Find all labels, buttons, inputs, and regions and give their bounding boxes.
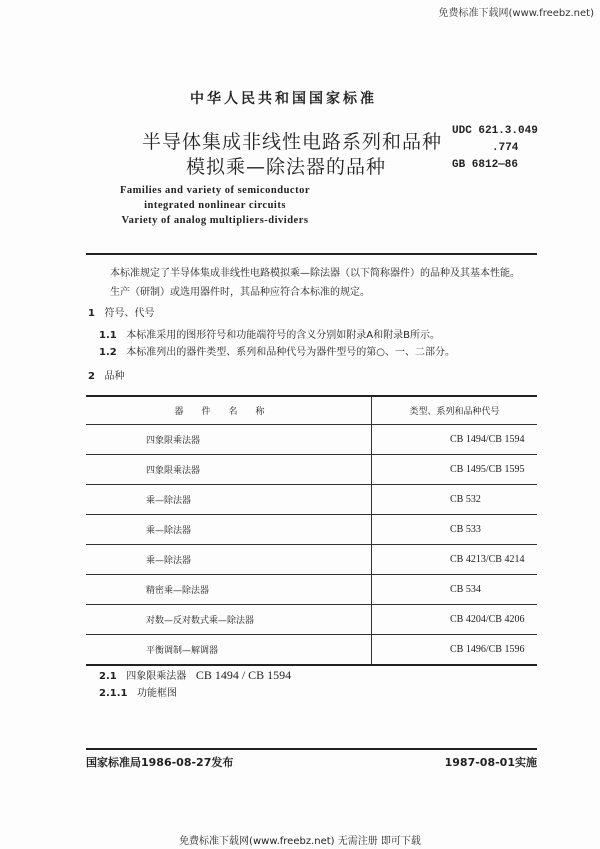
device-code: CB 1494/CB 1594: [372, 425, 538, 455]
clause-text: 功能框图: [137, 688, 178, 699]
watermark-bottom: 免费标准下载网(www.freebz.net) 无需注册 即可下载: [179, 836, 421, 847]
table-row: [86, 515, 537, 545]
device-name: 四象限乘法器: [86, 425, 372, 455]
device-code: CB 533: [372, 515, 538, 545]
device-name: 乘—除法器: [86, 545, 372, 575]
english-title-line: integrated nonlinear circuits: [144, 200, 286, 211]
device-code: CB 532: [372, 485, 538, 515]
country-standard-heading: 中华人民共和国国家标准: [190, 91, 377, 107]
header-type-code: 类型、系列和品种代号: [372, 396, 538, 425]
intro-line: 生产（研制）或选用器件时，其品种应符合本标准的规定。: [110, 287, 370, 298]
gb-number: GB 6812—86: [452, 159, 519, 171]
variety-table: [86, 395, 537, 666]
device-name: 对数—反对数式乘—除法器: [86, 605, 372, 635]
udc-code-cont: .774: [492, 142, 519, 154]
device-code: CB 4204/CB 4206: [372, 605, 538, 635]
clause-text: 本标准列出的器件类型、系列和品种代号为器件型号的第○、一、二部分。: [126, 347, 455, 358]
device-name: 平衡调制—解调器: [86, 635, 372, 666]
footer-rule: [86, 748, 537, 750]
intro-line: 本标准规定了半导体集成非线性电路模拟乘—除法器（以下简称器件）的品种及其基本性能。: [110, 268, 520, 279]
section-number: 1: [88, 308, 95, 319]
clause-number: 2.1.1: [99, 688, 128, 699]
header-rule: [86, 253, 537, 255]
english-title: [0, 183, 430, 228]
clause-text: 本标准采用的图形符号和功能端符号的含义分别如附录A和附录B所示。: [126, 330, 440, 341]
device-code: CB 1496/CB 1596: [372, 635, 538, 666]
english-title-line: Families and variety of semiconductor: [120, 185, 310, 196]
implementation-date: 1987-08-01实施: [444, 756, 537, 769]
table-row: [86, 455, 537, 485]
clause-number: 2.1: [99, 671, 117, 682]
section-title: 品种: [104, 371, 125, 382]
english-title-line: Variety of analog multipliers-dividers: [121, 215, 309, 226]
udc-block: [452, 123, 538, 174]
clause-text: 四象限乘法器: [126, 671, 187, 682]
udc-code: UDC 621.3.049: [452, 125, 538, 137]
clause-number: 1.2: [99, 347, 117, 358]
device-name: 精密乘—除法器: [86, 575, 372, 605]
issue-date: 国家标准局1986-08-27发布: [86, 756, 234, 769]
device-name: 乘—除法器: [86, 515, 372, 545]
device-name: 四象限乘法器: [86, 455, 372, 485]
table-row: [86, 605, 537, 635]
section-number: 2: [88, 371, 95, 382]
table-row: [86, 425, 537, 455]
device-code: CB 4213/CB 4214: [372, 545, 538, 575]
table-row: [86, 485, 537, 515]
section-title: 符号、代号: [104, 308, 155, 319]
device-code: CB 534: [372, 575, 538, 605]
clause-code: CB 1494 / CB 1594: [195, 668, 292, 682]
title-line-1: 半导体集成非线性电路系列和品种: [142, 131, 443, 153]
table-row: [86, 635, 537, 666]
watermark-top: 免费标准下载网(www.freebz.net): [438, 8, 594, 19]
header-device-name: 器件名称: [86, 396, 372, 425]
table-row: [86, 575, 537, 605]
clause-number: 1.1: [99, 330, 117, 341]
title-line-2: 模拟乘—除法器的品种: [186, 156, 387, 178]
device-code: CB 1495/CB 1595: [372, 455, 538, 485]
table-row: [86, 545, 537, 575]
table-header-row: [86, 396, 537, 425]
device-name: 乘—除法器: [86, 485, 372, 515]
